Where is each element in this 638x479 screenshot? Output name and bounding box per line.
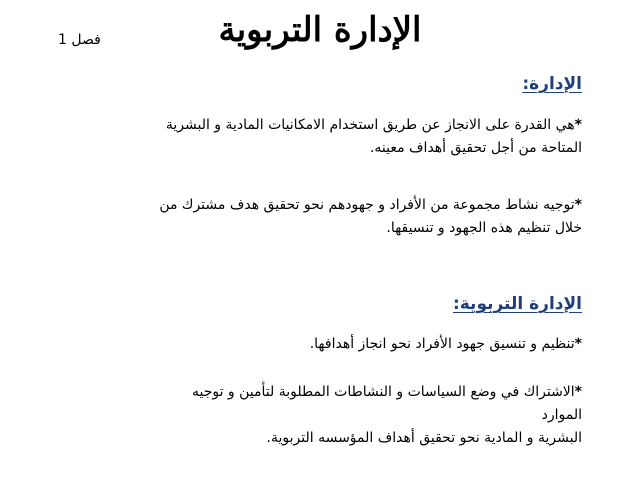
- paragraph-text: الاشتراك في وضع السياسات و النشاطات المطلوبة لتأمين و توجيه: [191, 384, 575, 400]
- section-heading-administration: الإدارة:: [522, 74, 582, 94]
- paragraph-line: [310, 333, 582, 356]
- paragraph-text: المتاحة من أجل تحقيق أهداف معينه.: [369, 140, 582, 156]
- paragraph-line: [166, 137, 582, 160]
- paragraph-text: توجيه نشاط مجموعة من الأفراد و جهودهم نحو تحقيق هدف مشترك من: [159, 197, 575, 213]
- paragraph-text: خلال تنظيم هذه الجهود و تنسيقها.: [386, 220, 582, 236]
- paragraph-line: [192, 404, 582, 427]
- bullet-star: *: [574, 197, 582, 213]
- paragraph-line: [159, 217, 582, 240]
- definition-paragraph-2: [159, 194, 582, 240]
- paragraph-line: [192, 381, 582, 404]
- bullet-star: *: [574, 117, 582, 133]
- chapter-label: فصل 1: [58, 32, 101, 48]
- slide-title: الإدارة التربوية: [218, 10, 422, 50]
- paragraph-text: البشرية و المادية نحو تحقيق أهداف المؤسسه التربوية.: [266, 430, 582, 446]
- paragraph-line: [166, 114, 582, 137]
- paragraph-text: تنظيم و تنسيق جهود الأفراد نحو انجاز أهدافها.: [309, 336, 575, 352]
- paragraph-text: هي القدرة على الانجاز عن طريق استخدام الامكانيات المادية و البشرية: [165, 117, 575, 133]
- paragraph-line: [192, 427, 582, 450]
- bullet-star: *: [574, 336, 582, 352]
- section-heading-educational-administration: الإدارة التربوية:: [452, 294, 582, 314]
- paragraph-line: [159, 194, 582, 217]
- paragraph-text: الموارد: [541, 407, 582, 423]
- definition-paragraph-1: [166, 114, 582, 160]
- definition-paragraph-3: [310, 333, 582, 356]
- bullet-star: *: [574, 384, 582, 400]
- definition-paragraph-4: [192, 381, 582, 450]
